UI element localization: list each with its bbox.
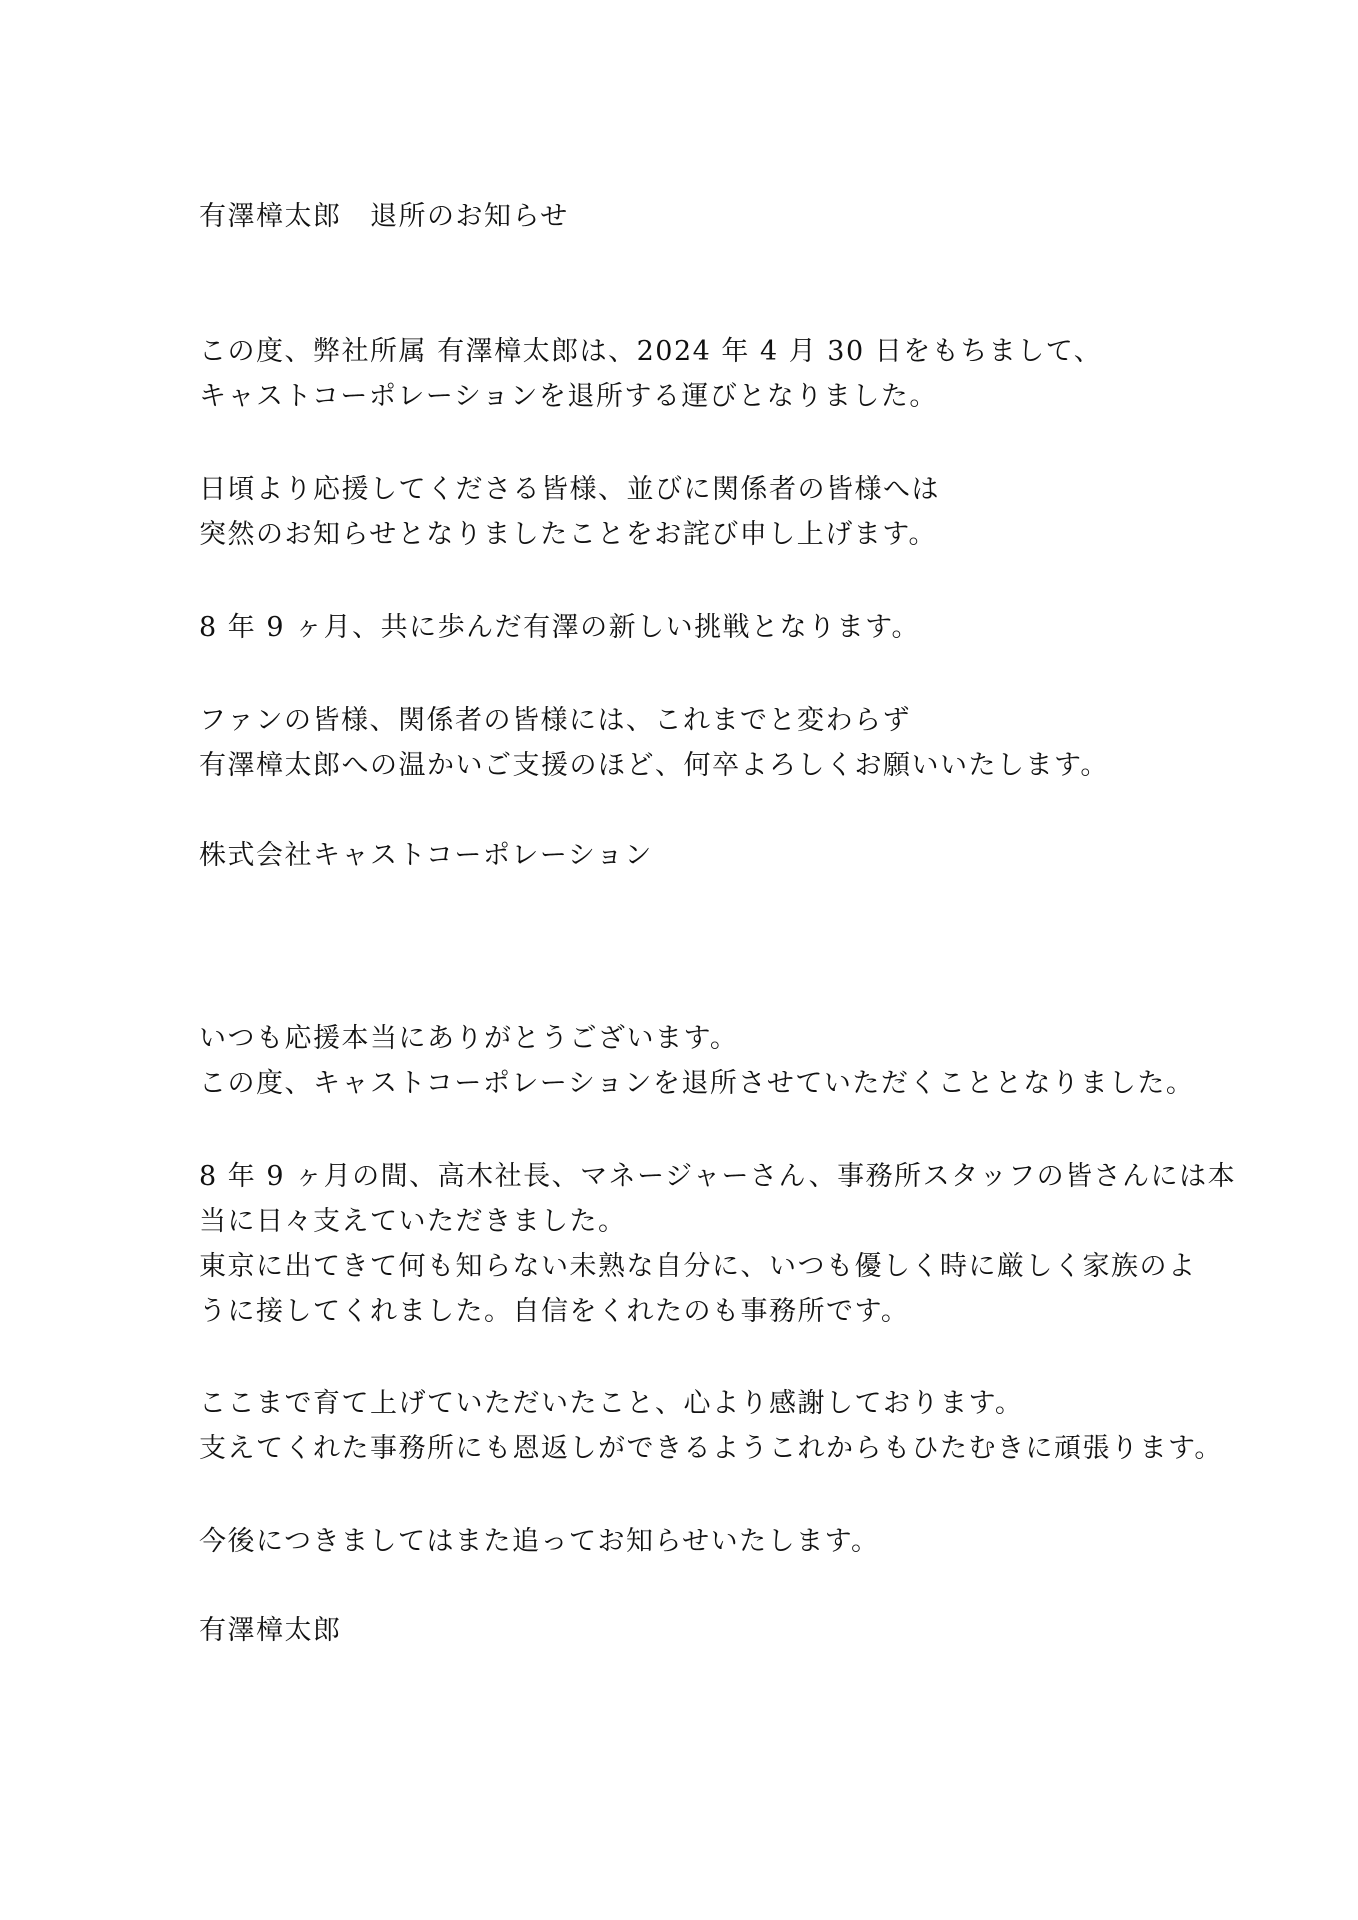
text-line: ファンの皆様、関係者の皆様には、これまでと変わらず	[199, 705, 911, 736]
personal-paragraph-3	[199, 1381, 1223, 1471]
personal-signature	[199, 1608, 1199, 1653]
agency-paragraph-1	[199, 329, 1199, 419]
personal-paragraph-4	[199, 1519, 1199, 1564]
personal-paragraph-1	[199, 1016, 1199, 1106]
text-line: いつも応援本当にありがとうございます。	[199, 1023, 739, 1054]
text-line: 8 年 9 ヶ月、共に歩んだ有澤の新しい挑戦となります。	[199, 612, 920, 643]
text-line: 日頃より応援してくださる皆様、並びに関係者の皆様へは	[199, 474, 940, 505]
text-line: うに接してくれました。自信をくれたのも事務所です。	[199, 1296, 910, 1327]
text-line: 8 年 9 ヶ月の間、高木社長、マネージャーさん、事務所スタッフの皆さんには本	[199, 1161, 1237, 1192]
text-line: 当に日々支えていただきました。	[199, 1206, 627, 1237]
signature-text: 有澤樟太郎	[199, 1615, 342, 1646]
signature-text: 株式会社キャストコーポレーション	[199, 840, 653, 871]
personal-paragraph-2	[199, 1154, 1237, 1334]
announcement-title	[199, 194, 1199, 239]
text-line: この度、弊社所属 有澤樟太郎は、2024 年 4 月 30 日をもちまして、	[199, 336, 1103, 367]
agency-signature	[199, 833, 1199, 878]
agency-paragraph-2	[199, 467, 1199, 557]
agency-paragraph-4	[199, 698, 1199, 788]
text-line: 有澤樟太郎への温かいご支援のほど、何卒よろしくお願いいたします。	[199, 750, 1109, 781]
title-text: 有澤樟太郎 退所のお知らせ	[199, 201, 569, 232]
text-line: 支えてくれた事務所にも恩返しができるようこれからもひたむきに頑張ります。	[199, 1433, 1223, 1464]
text-line: 今後につきましてはまた追ってお知らせいたします。	[199, 1526, 880, 1557]
text-line: ここまで育て上げていただいたこと、心より感謝しております。	[199, 1388, 1024, 1419]
agency-paragraph-3	[199, 605, 1199, 650]
text-line: キャストコーポレーションを退所する運びとなりました。	[199, 381, 938, 412]
text-line: 突然のお知らせとなりましたことをお詫び申し上げます。	[199, 519, 938, 550]
text-line: この度、キャストコーポレーションを退所させていただくこととなりました。	[199, 1068, 1195, 1099]
text-line: 東京に出てきて何も知らない未熟な自分に、いつも優しく時に厳しく家族のよ	[199, 1251, 1197, 1282]
